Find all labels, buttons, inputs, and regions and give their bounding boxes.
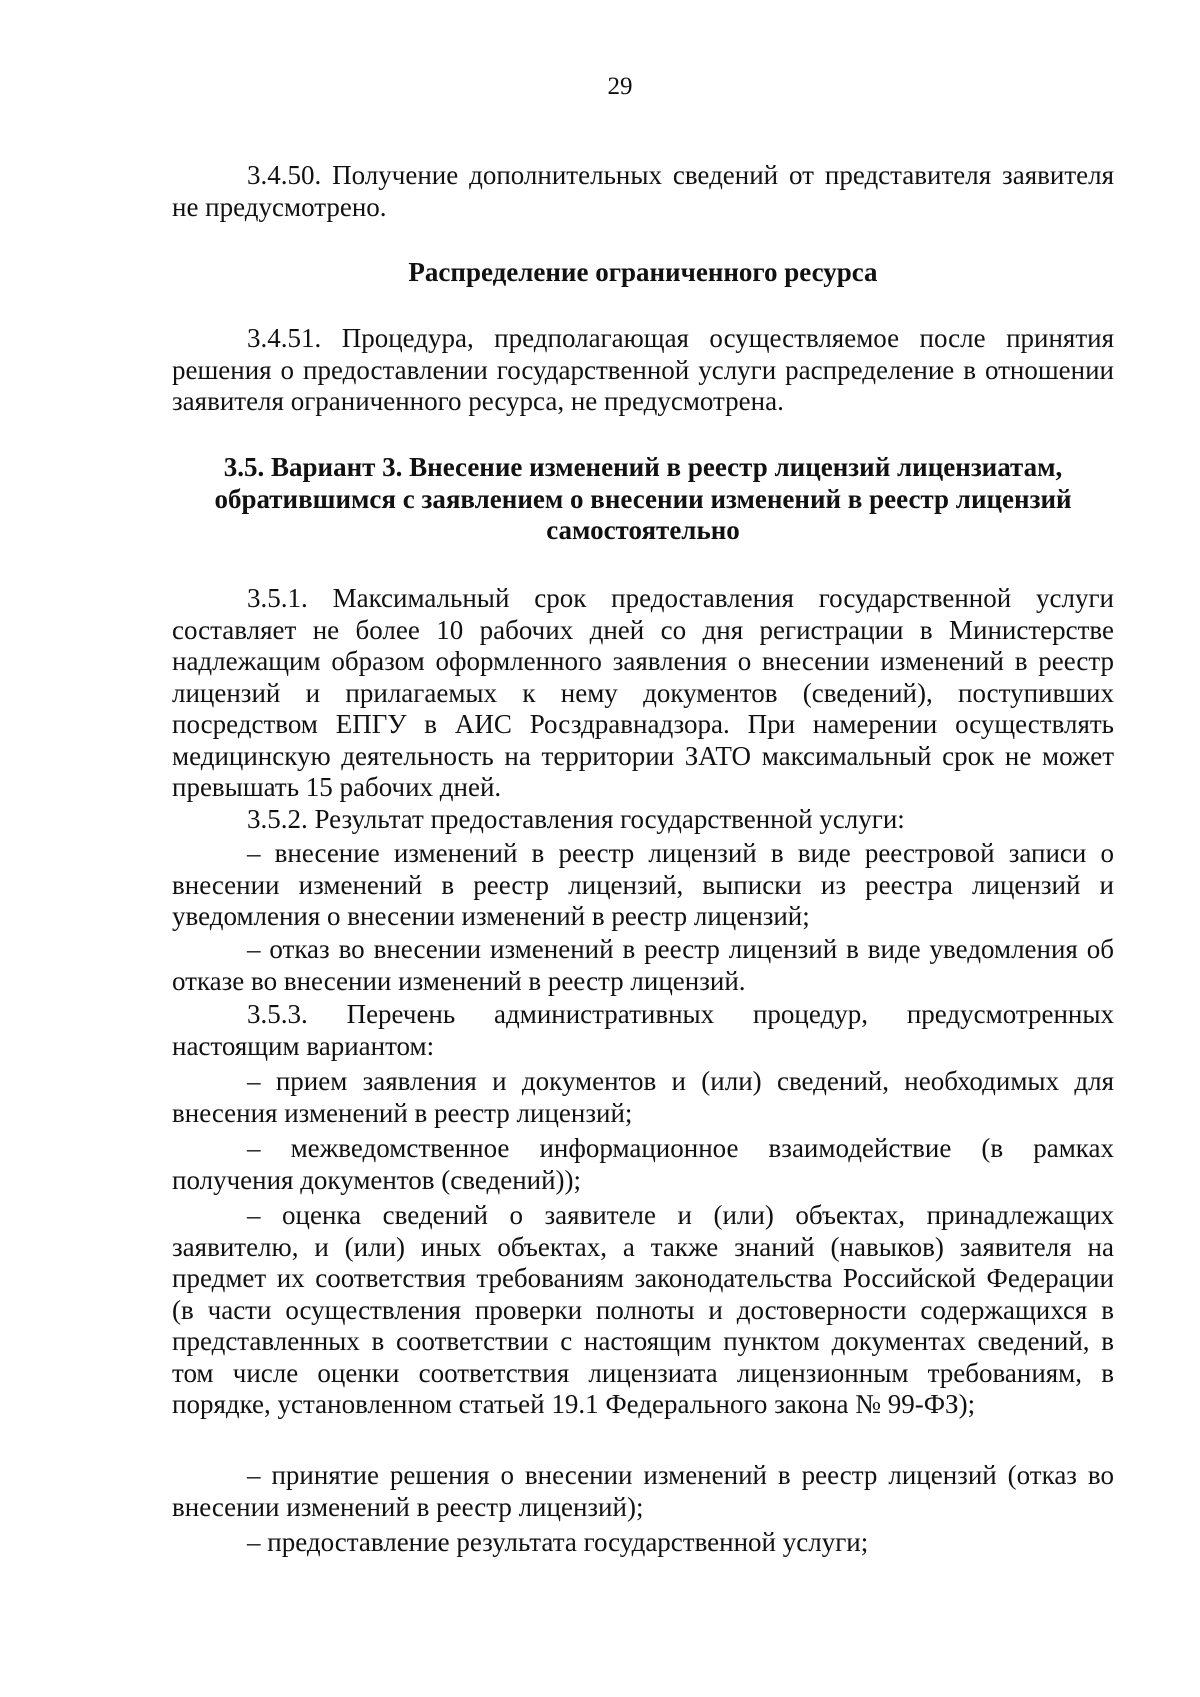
list-item-procedure-interagency: – межведомственное информационное взаимодействие (в рамках получения документов (сведений)); xyxy=(172,1133,1114,1195)
paragraph-3-4-50: 3.4.50. Получение дополнительных сведений от представителя заявителя не предусмотрено. xyxy=(172,160,1114,222)
list-item-procedure-decision: – принятие решения о внесении изменений в реестр лицензий (отказ во внесении изменений в реестр лицензий); xyxy=(172,1460,1114,1522)
paragraph-3-5-1: 3.5.1. Максимальный срок предоставления государственной услуги составляет не более 10 рабочих дней со дня регистрации в Министерстве надлежащим образом оформленного заявления о внесении изменений в реестр лицензий и прилагаемых к нему документов (сведений), поступивших посредством ЕПГУ в АИС Росздравнадзора. При намерении осуществлять медицинскую деятельность на территории ЗАТО максимальный срок не может превышать 15 рабочих дней. xyxy=(172,583,1114,802)
list-item-procedure-reception: – прием заявления и документов и (или) сведений, необходимых для внесения изменений в реестр лицензий; xyxy=(172,1066,1114,1128)
section-heading-resource: Распределение ограниченного ресурса xyxy=(408,257,878,287)
list-item-result-refusal: – отказ во внесении изменений в реестр лицензий в виде уведомления об отказе во внесении изменений в реестр лицензий. xyxy=(172,934,1114,996)
list-item-procedure-assessment: – оценка сведений о заявителе и (или) объектах, принадлежащих заявителю, и (или) иных объектах, а также знаний (навыков) заявителя на предмет их соответствия требованиям законодательства Российской Федерации (в части осуществления проверки полноты и достоверности содержащихся в представленных в соответствии с настоящим пунктом документах сведений, в том числе оценки соответствия лицензиата лицензионным требованиям, в порядке, установленном статьей 19.1 Федерального закона № 99-ФЗ); xyxy=(172,1200,1114,1419)
paragraph-3-5-3: 3.5.3. Перечень административных процедур, предусмотренных настоящим вариантом: xyxy=(172,999,1114,1061)
list-item-procedure-result: – предоставление результата государственной услуги; xyxy=(247,1527,869,1557)
list-item-result-entry: – внесение изменений в реестр лицензий в виде реестровой записи о внесении изменений в реестр лицензий, выписки из реестра лицензий и уведомления о внесении изменений в реестр лицензий; xyxy=(172,838,1114,931)
section-heading-variant-3: 3.5. Вариант 3. Внесение изменений в реестр лицензий лицензиатам, обратившимся с заявлением о внесении изменений в реестр лицензий самостоятельно xyxy=(214,452,1072,545)
page-number: 29 xyxy=(607,73,633,100)
paragraph-3-5-2: 3.5.2. Результат предоставления государственной услуги: xyxy=(247,804,905,834)
paragraph-3-4-51: 3.4.51. Процедура, предполагающая осуществляемое после принятия решения о предоставлении государственной услуги распределение в отношении заявителя ограниченного ресурса, не предусмотрена. xyxy=(172,323,1114,416)
